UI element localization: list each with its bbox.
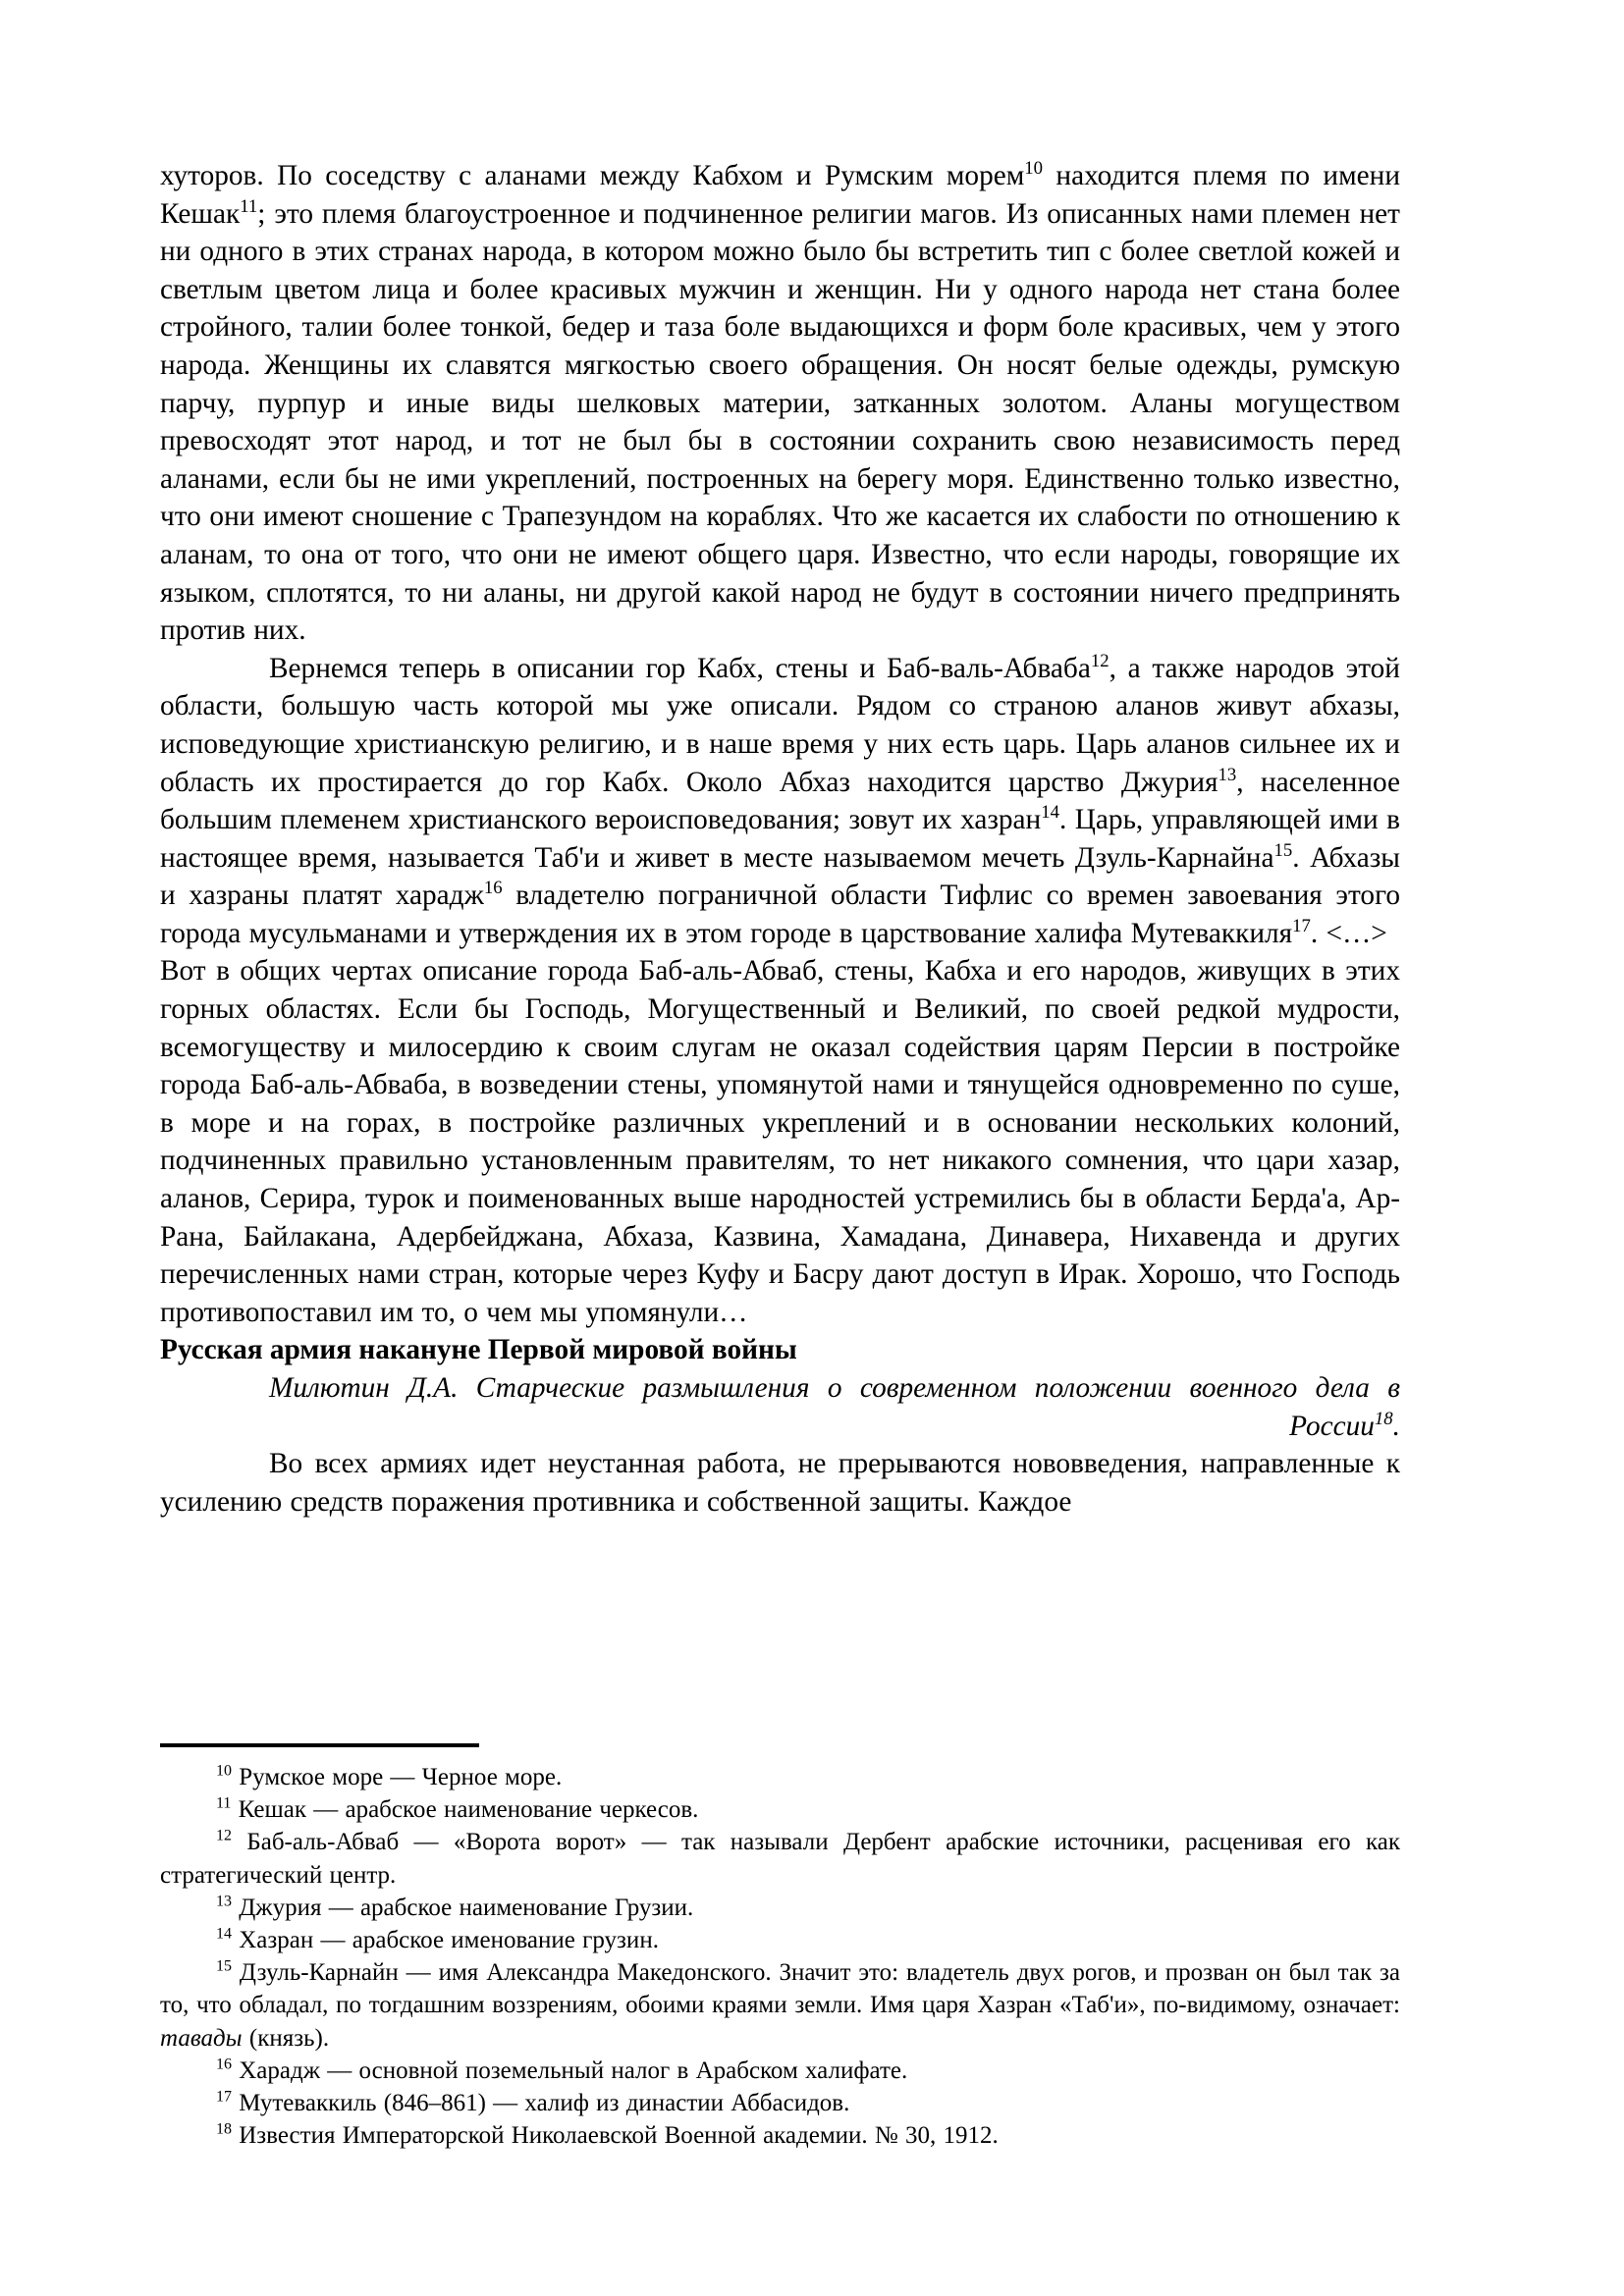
footnote-15: $^{15}$ Дзуль-Карнайн — имя Александра Македонского. Значит это: владетель двух рогов, и прозван он был так за то, что обладал, по тогдашним воззрениям, обоими краями земли. Имя царя Хазран «Таб'и», по-видимому, означает: тавады (князь). <box>160 1957 1400 2052</box>
footnote-separator <box>160 1743 479 1747</box>
citation-milyutin: Милютин Д.А. Старческие размышления о современном положении военного дела в России$^{18}$. <box>269 1372 1400 1442</box>
paragraph-kabkh-alans: хуторов. По соседству с аланами между Кабхом и Румским морем$^{10}$ находится племя по имени Кешак$^{11}$; это племя благоустроенное и подчиненное религии магов. Из описанных нами племен нет ни одного в этих странах народа, в котором можно было бы встретить тип с более светлой кожей и светлым цветом лица и более красивых мужчин и женщин. Ни у одного народа нет стана более стройного, талии более тонкой, бедер и таза боле выдающихся и форм боле красивых, чем у этого народа. Женщины их славятся мягкостью своего обращения. Он носят белые одежды, румскую парчу, пурпур и иные виды шелковых материи, затканных золотом. Аланы могуществом превосходят этот народ, и тот не был бы в состоянии сохранить свою независимость перед аланами, если бы не ими укреплений, построенных на берегу моря. Единственно только известно, что они имеют сношение с Трапезундом на кораблях. Что же касается их слабости по отношению к аланам, то она от того, что они не имеют общего царя. Известно, что если народы, говорящие их языком, сплотятся, то ни аланы, ни другой какой народ не будут в состоянии ничего предпринять против них. <box>160 158 1400 647</box>
section-heading: Русская армия накануне Первой мировой войны <box>160 1334 797 1366</box>
footnote-11: $^{11}$ Кешак — арабское наименование черкесов. <box>216 1794 699 1824</box>
footnote-12: $^{12}$ Баб-аль-Абваб — «Ворота ворот» — так называли Дербент арабские источники, расценивая его как стратегический центр. <box>160 1828 1400 1889</box>
footnote-14: $^{14}$ Хазран — арабское именование грузин. <box>216 1925 659 1954</box>
footnote-13: $^{13}$ Джурия — арабское наименование Грузии. <box>216 1893 694 1921</box>
paragraph-return-to-kabkh: Вернемся теперь в описании гор Кабх, стены и Баб-валь-Абваба$^{12}$, а также народов этой области, большую часть которой мы уже описали. Рядом со страною аланов живут абхазы, исповедующие христианскую религию, и в наше время у них есть царь. Царь аланов сильнее их и область их простирается до гор Кабх. Около Абхаз находится царство Джурия$^{13}$, населенное большим племенем христианского вероисповедования; зовут их хазран$^{14}$. Царь, управляющей ими в настоящее время, называется Таб'и и живет в месте называемом мечеть Дзуль-Карнайна$^{15}$. Абхазы и хазраны платят харадж$^{16}$ владетелю пограничной области Тифлис со времен завоевания этого города мусульманами и утверждения их в этом городе в царствование халифа Мутеваккиля$^{17}$. <…> <box>160 650 1401 949</box>
footnote-10: $^{10}$ Румское море — Черное море. <box>216 1762 563 1790</box>
footnote-18: $^{18}$ Известия Императорской Николаевской Военной академии. № 30, 1912. <box>216 2120 999 2150</box>
footnotes-section <box>160 1743 1400 2152</box>
paragraph-armies-work: Во всех армиях идет неустанная работа, не прерываются нововведения, направленные к усилению средств поражения противника и собственной защиты. Каждое <box>160 1448 1400 1518</box>
paragraph-bab-al-abwab-summary: Вот в общих чертах описание города Баб-аль-Абваб, стены, Кабха и его народов, живущих в этих горных областях. Если бы Господь, Могущественный и Великий, по своей редкой мудрости, всемогуществу и милосердию к своим слугам не оказал содействия царям Персии в постройке города Баб-аль-Абваба, в возведении стены, упомянутой нами и тянущейся одновременно по суше, в море и на горах, в постройке различных укреплений и в основании нескольких колоний, подчиненных правильно установленным правителям, то нет никакого сомнения, что цари хазар, аланов, Серира, турок и поименованных выше народностей устремились бы в области Берда'а, Ар-Рана, Байлакана, Адербейджана, Абхаза, Казвина, Хамадана, Динавера, Нихавенда и других перечисленных нами стран, которые через Куфу и Басру дают доступ в Ирак. Хорошо, что Господь противопоставил им то, о чем мы упомянули… <box>160 955 1400 1328</box>
footnote-16: $^{16}$ Харадж — основной поземельный налог в Арабском халифате. <box>216 2056 908 2084</box>
footnote-17: $^{17}$ Мутеваккиль (846–861) — халиф из династии Аббасидов. <box>216 2088 850 2117</box>
main-text <box>160 157 1400 1521</box>
